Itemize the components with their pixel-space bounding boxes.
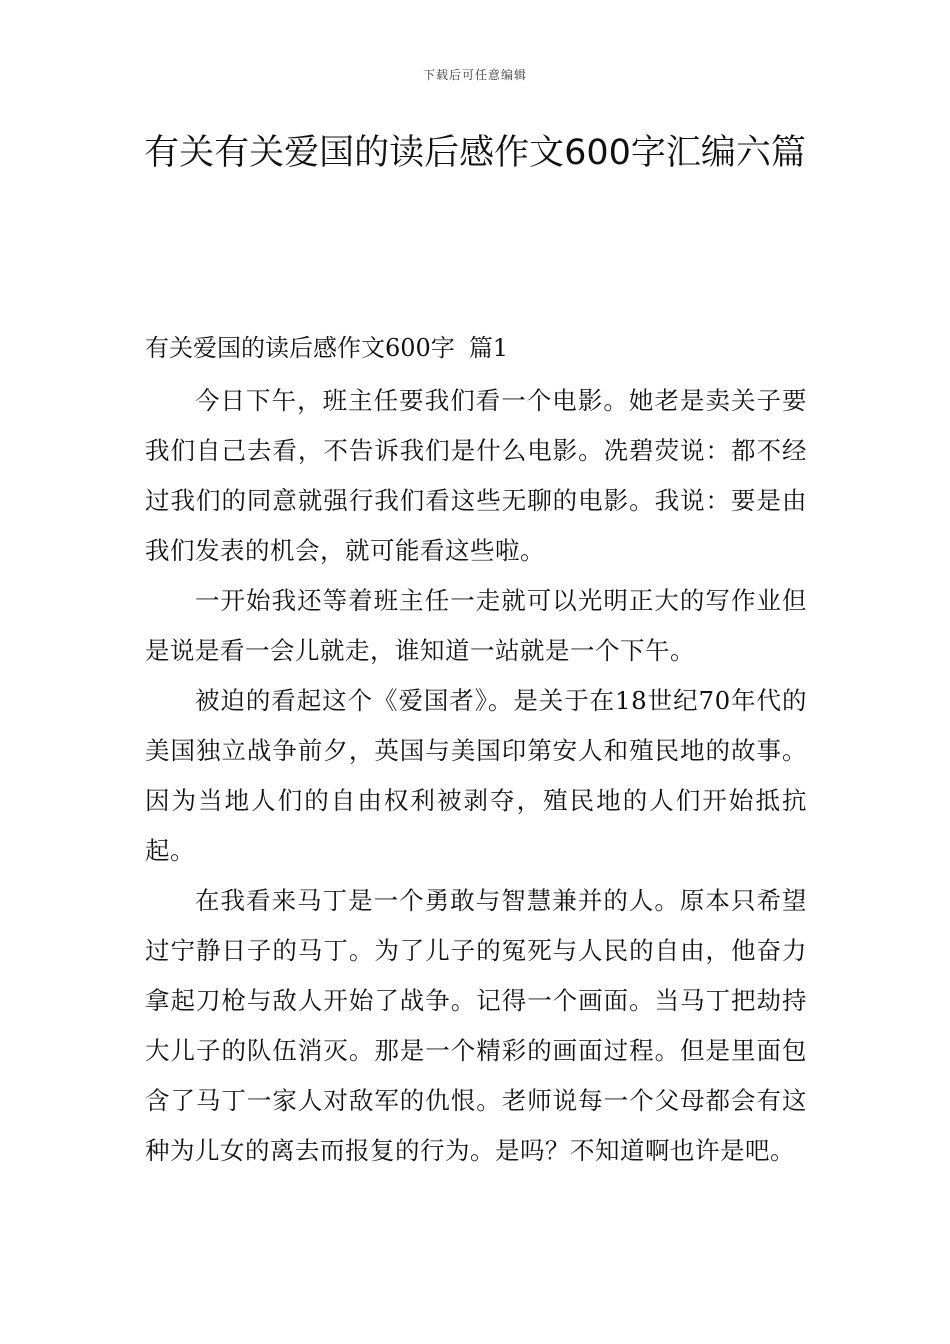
- paragraph: 被迫的看起这个《爱国者》。是关于在18世纪70年代的美国独立战争前夕，英国与美国印第安人和殖民地的故事。因为当地人们的自由权利被剥夺，殖民地的人们开始抵抗起。: [145, 686, 807, 865]
- paragraph: 在我看来马丁是一个勇敢与智慧兼并的人。原本只希望过宁静日子的马丁。为了儿子的冤死与人民的自由，他奋力拿起刀枪与敌人开始了战争。记得一个画面。当马丁把劫持大儿子的队伍消灭。那是一个精彩的画面过程。但是里面包含了马丁一家人对敌军的仇恨。老师说每一个父母都会有这种为儿女的离去而报复的行为。是吗？不知道啊也许是吧。: [145, 886, 807, 1165]
- paragraph: 今日下午，班主任要我们看一个电影。她老是卖关子要我们自己去看，不告诉我们是什么电影。冼碧荧说：都不经过我们的同意就强行我们看这些无聊的电影。我说：要是由我们发表的机会，就可能看这些啦。: [145, 386, 807, 565]
- document-title: 有关有关爱国的读后感作文600字汇编六篇: [144, 133, 806, 173]
- document-body: [145, 328, 807, 1176]
- paragraph: 一开始我还等着班主任一走就可以光明正大的写作业但是说是看一会儿就走，谁知道一站就是一个下午。: [145, 586, 807, 665]
- section-heading-text: 有关爱国的读后感作文600字: [145, 334, 455, 362]
- section-label: 篇1: [468, 334, 509, 362]
- header-note: 下载后可任意编辑: [422, 68, 527, 82]
- section-heading: [145, 328, 807, 368]
